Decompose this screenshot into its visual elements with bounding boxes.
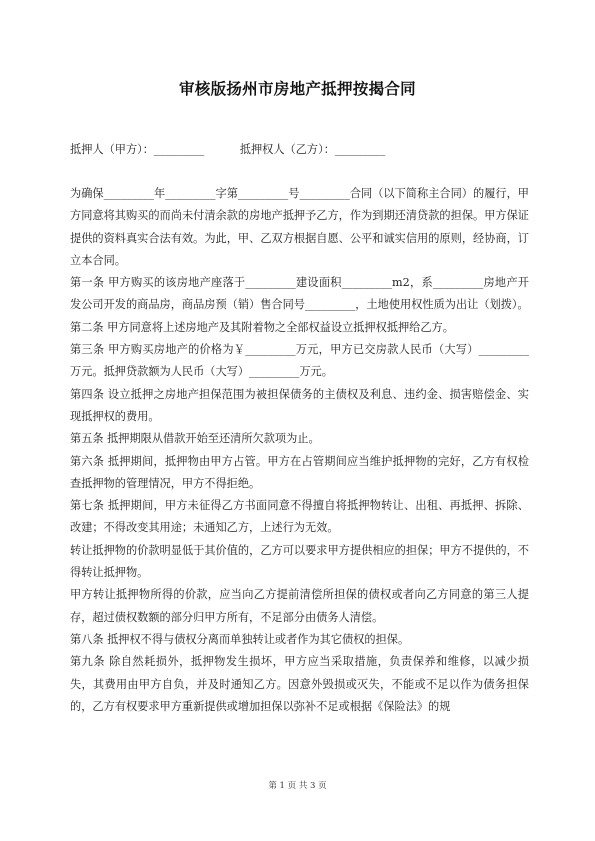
article-6: 第六条 抵押期间，抵押物由甲方占管。甲方在占管期间应当维护抵押物的完好，乙方有权检查抵押物的管理情况，甲方不得拒绝。: [70, 454, 529, 490]
article-3: 第三条 甲方购买房地产的价格为￥_________万元，甲方已交房款人民币（大写）_________万元。抵押贷款额为人民币（大写）_________万元。: [70, 343, 529, 379]
article-5: 第五条 抵押期限从借款开始至还清所欠款项为止。: [70, 432, 320, 446]
contract-body: [70, 183, 529, 718]
article-7: 第七条 抵押期间，甲方未征得乙方书面同意不得擅自将抵押物转让、出租、再抵押、拆除、改建；不得改变其用途；未通知乙方，上述行为无效。: [70, 499, 529, 535]
document-title: 审核版扬州市房地产抵押按揭合同: [178, 80, 416, 98]
article-7-clause-2: 转让抵押物的价款明显低于其价值的，乙方可以要求甲方提供相应的担保；甲方不提供的，不得转让抵押物。: [70, 543, 529, 580]
preamble-paragraph: 为确保_________年_________字第_________号_________合同（以下简称主合同）的履行，甲方同意将其购买的而尚未付清余款的房地产抵押予乙方，作为到期还清贷款的担保。甲方保证提供的资料真实合法有效。为此，甲、乙双方根据自愿、公平和诚实信用的原则，经协商，订立本合同。: [70, 187, 529, 267]
article-8: 第八条 抵押权不得与债权分离而单独转让或者作为其它债权的担保。: [70, 632, 410, 646]
article-7-clause-3: 甲方转让抵押物所得的价款，应当向乙方提前清偿所担保的债权或者向乙方同意的第三人提存，超过债权数额的部分归甲方所有，不足部分由债务人清偿。: [70, 588, 529, 624]
article-4: 第四条 设立抵押之房地产担保范围为被担保债务的主债权及利息、违约金、损害赔偿金、实现抵押权的费用。: [70, 387, 529, 423]
article-1: 第一条 甲方购买的该房地产座落于_________建设面积_________m2，系_________房地产开发公司开发的商品房，商品房预（销）售合同号_________，土地使用权性质为出让（划拨）。: [70, 276, 529, 312]
page-number-footer: 第 1 页 共 3 页: [268, 781, 327, 791]
article-2: 第二条 甲方同意将上述房地产及其附着物之全部权益设立抵押权抵押给乙方。: [70, 320, 454, 334]
parties-line: 抵押人（甲方）：_________ 抵押权人（乙方）：_________: [70, 143, 386, 156]
article-9: 第九条 除自然耗损外，抵押物发生损坏，甲方应当采取措施，负责保养和维修，以减少损失，其费用由甲方自负，并及时通知乙方。因意外毁损或灭失，不能或不足以作为债务担保的，乙方有权要求甲方重新提供或增加担保以弥补不足或根据《保险法》的规: [70, 655, 529, 713]
